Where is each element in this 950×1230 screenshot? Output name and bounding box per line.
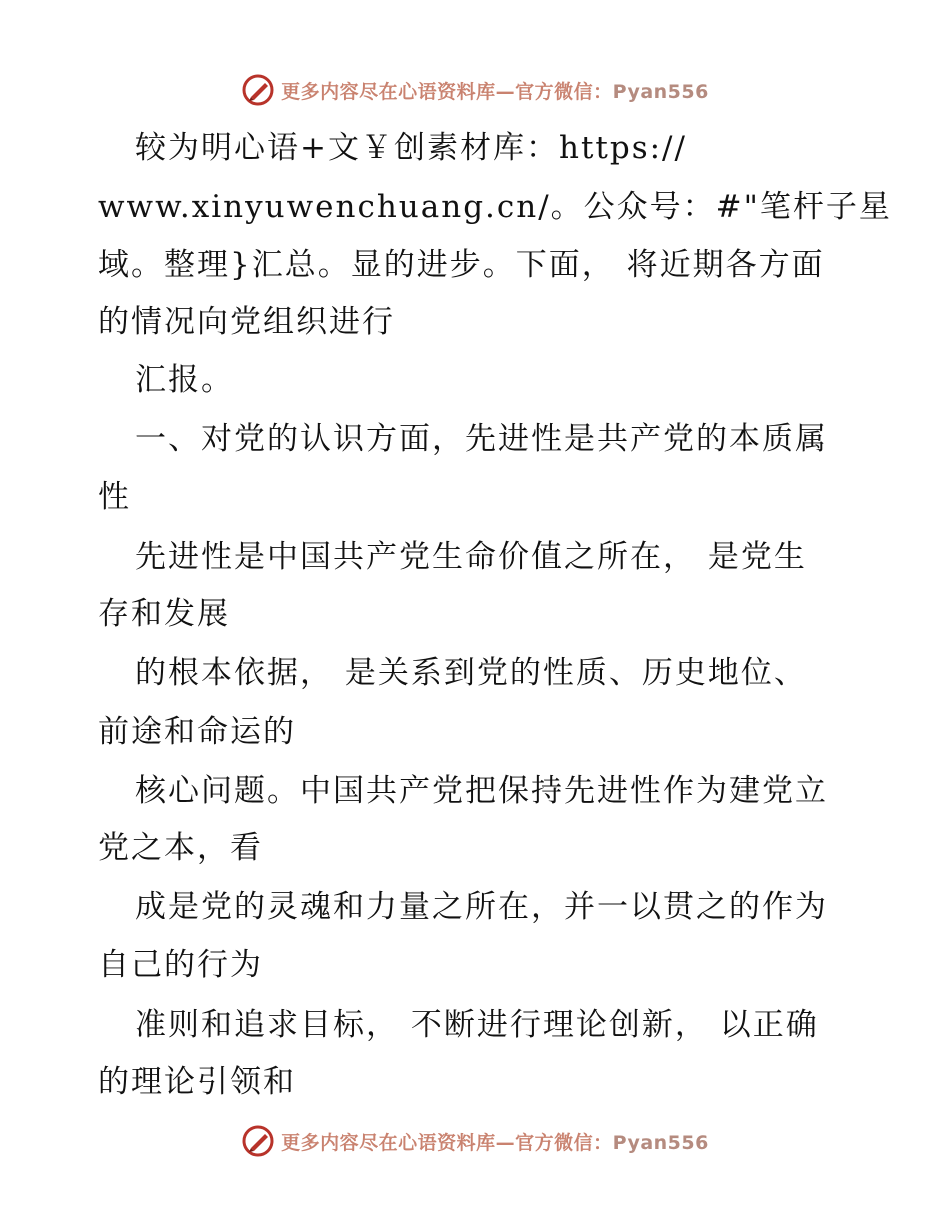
text-line: 先进性是中国共产党生命价值之所在， 是党生 <box>135 539 807 575</box>
pen-logo-icon <box>241 73 275 107</box>
footer-watermark-banner <box>0 1121 950 1161</box>
text-line: 成是党的灵魂和力量之所在，并一以贯之的作为 <box>135 889 828 925</box>
text-line: www.xinyuwenchuang.cn/。公众号：#"笔杆子星 <box>98 189 892 225</box>
text-line: 汇报。 <box>135 362 234 398</box>
text-line: 的情况向党组织进行 <box>98 304 395 340</box>
header-watermark-banner <box>0 70 950 110</box>
text-line: 较为明心语+文￥创素材库：https:// <box>135 130 687 166</box>
text-line: 自己的行为 <box>98 947 263 983</box>
text-line: 域。整理}汇总。显的进步。下面， 将近期各方面 <box>98 247 825 283</box>
text-line: 准则和追求目标， 不断进行理论创新， 以正确 <box>135 1007 819 1043</box>
text-line: 的理论引领和 <box>98 1064 296 1100</box>
watermark-text: 更多内容尽在心语资料库—官方微信：Pyan556 <box>281 80 709 103</box>
wechat-id: Pyan556 <box>612 80 709 103</box>
text-line: 前途和命运的 <box>98 714 296 750</box>
text-line: 核心问题。中国共产党把保持先进性作为建党立 <box>135 773 828 809</box>
text-line: 性 <box>98 479 131 515</box>
text-line: 一、对党的认识方面，先进性是共产党的本质属 <box>135 421 828 457</box>
text-line: 的根本依据， 是关系到党的性质、历史地位、 <box>135 655 807 691</box>
pen-logo-icon <box>241 1124 275 1158</box>
wechat-id: Pyan556 <box>612 1131 709 1154</box>
text-line: 存和发展 <box>98 596 230 632</box>
text-line: 党之本，看 <box>98 830 263 866</box>
watermark-text: 更多内容尽在心语资料库—官方微信：Pyan556 <box>281 1131 709 1154</box>
